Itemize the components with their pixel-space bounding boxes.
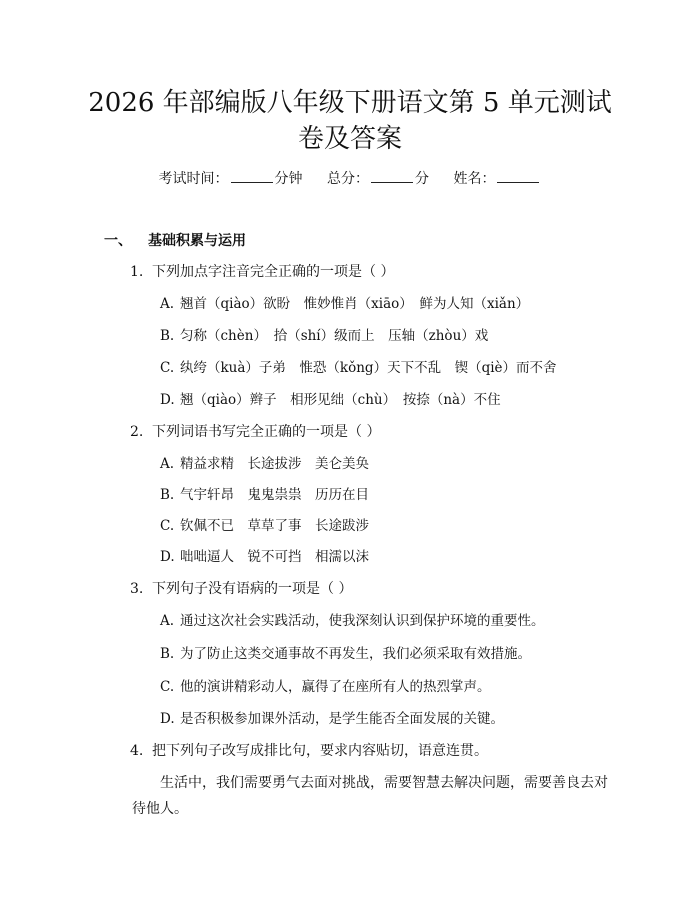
question-1 xyxy=(130,262,394,282)
exam-score xyxy=(327,171,429,187)
question-4 xyxy=(130,741,488,761)
option-letter: B. xyxy=(160,646,175,662)
option-letter: C. xyxy=(160,518,175,534)
option-text: 翘（qiào）辫子 相形见绌（chù） 按捺（nà）不住 xyxy=(180,392,501,408)
option-text: 钦佩不已 草草了事 长途跋涉 xyxy=(180,518,369,534)
question-number: 3. xyxy=(130,581,144,597)
document-title-line-2: 卷及答案 xyxy=(297,124,402,154)
option-text: 通过这次社会实践活动，使我深刻认识到保护环境的重要性。 xyxy=(180,613,545,629)
question-1-option-c xyxy=(160,358,557,378)
question-1-option-a xyxy=(160,294,529,314)
option-letter: B. xyxy=(160,487,175,503)
question-number: 4. xyxy=(130,743,144,759)
option-text: 气宇轩昂 鬼鬼祟祟 历历在目 xyxy=(180,487,369,503)
question-3-option-a xyxy=(160,611,545,631)
score-unit: 分 xyxy=(415,171,429,187)
exam-name xyxy=(453,171,541,187)
time-label: 考试时间： xyxy=(158,171,229,187)
document-title-line-1: 2026 年部编版八年级下册语文第 5 单元测试 xyxy=(88,88,612,118)
question-1-option-b xyxy=(160,326,488,346)
option-text: 翘首（qiào）欲盼 惟妙惟肖（xiāo） 鲜为人知（xiǎn） xyxy=(180,296,530,312)
option-letter: B. xyxy=(160,328,175,344)
question-text: 下列句子没有语病的一项是（ ） xyxy=(152,581,353,597)
score-label: 总分： xyxy=(327,171,369,187)
option-text: 是否积极参加课外活动，是学生能否全面发展的关键。 xyxy=(180,711,504,727)
option-letter: A. xyxy=(160,296,175,312)
option-letter: C. xyxy=(160,679,175,695)
option-text: 纨绔（kuà）子弟 惟恐（kǒng）天下不乱 锲（qiè）而不舍 xyxy=(180,360,557,376)
option-text: 他的演讲精彩动人，赢得了在座所有人的热烈掌声。 xyxy=(180,679,491,695)
rewrite-passage xyxy=(132,770,617,822)
question-2-option-c xyxy=(160,516,369,536)
question-1-option-d xyxy=(160,390,501,410)
option-letter: D. xyxy=(160,711,175,727)
section-number: 一、 xyxy=(104,233,132,249)
option-text: 匀称（chèn） 拾（shí）级而上 压轴（zhòu）戏 xyxy=(180,328,489,344)
option-text: 咄咄逼人 锐不可挡 相濡以沫 xyxy=(180,549,369,565)
section-heading xyxy=(104,230,246,250)
question-3 xyxy=(130,579,352,599)
option-letter: D. xyxy=(160,392,175,408)
question-3-option-b xyxy=(160,644,531,664)
question-text: 下列词语书写完全正确的一项是（ ） xyxy=(152,424,381,440)
question-2-option-d xyxy=(160,547,369,567)
name-label: 姓名： xyxy=(453,171,496,187)
time-unit: 分钟 xyxy=(274,171,303,187)
exam-time xyxy=(159,171,303,187)
exam-meta xyxy=(0,168,700,189)
question-3-option-c xyxy=(160,677,491,697)
score-blank xyxy=(371,168,413,183)
option-text: 为了防止这类交通事故不再发生，我们必须采取有效措施。 xyxy=(180,646,531,662)
question-text: 把下列句子改写成排比句，要求内容贴切，语意连贯。 xyxy=(152,743,488,759)
question-number: 1. xyxy=(130,264,144,280)
option-letter: A. xyxy=(160,613,175,629)
question-3-option-d xyxy=(160,709,504,729)
question-number: 2. xyxy=(130,424,144,440)
section-label: 基础积累与运用 xyxy=(148,233,246,249)
passage-text: 生活中，我们需要勇气去面对挑战，需要智慧去解决问题，需要善良去对待他人。 xyxy=(132,775,608,817)
option-letter: C. xyxy=(160,360,175,376)
question-2-option-a xyxy=(160,454,369,474)
question-text: 下列加点字注音完全正确的一项是（ ） xyxy=(152,264,395,280)
name-blank xyxy=(497,168,539,183)
option-letter: A. xyxy=(160,456,175,472)
question-2 xyxy=(130,422,380,442)
option-letter: D. xyxy=(160,549,175,565)
question-2-option-b xyxy=(160,485,369,505)
option-text: 精益求精 长途拔涉 美仑美奂 xyxy=(180,456,369,472)
time-blank xyxy=(231,168,273,183)
